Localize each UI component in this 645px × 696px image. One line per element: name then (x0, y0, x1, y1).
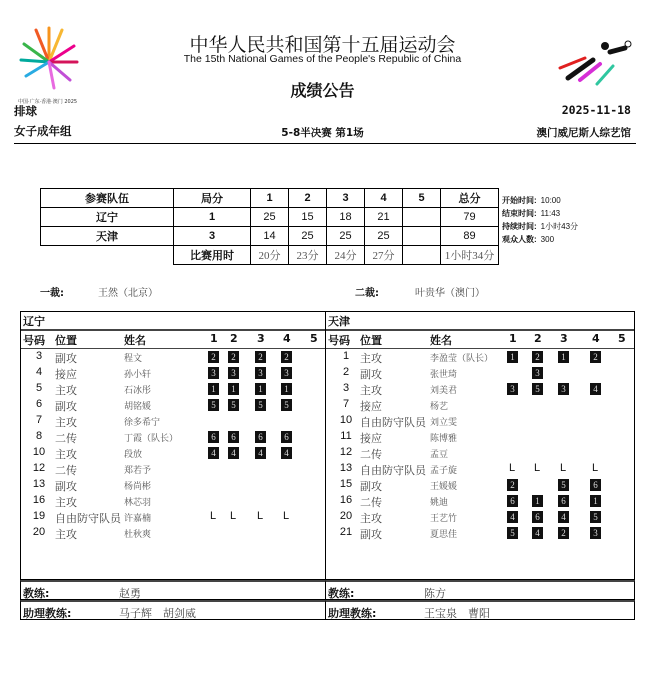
header-set-3: 3 (560, 332, 568, 345)
header-sets: 局分 (174, 189, 251, 208)
player-number: 7 (342, 398, 350, 410)
libero-mark: L (257, 510, 264, 522)
divider (21, 329, 325, 331)
rotation-position: 2 (281, 351, 292, 363)
rotation-position: 4 (590, 383, 601, 395)
rotation-position: 2 (507, 479, 518, 491)
set-score: 21 (365, 208, 403, 227)
rotation-position: 6 (590, 479, 601, 491)
rotation-position: 1 (507, 351, 518, 363)
divider (326, 329, 634, 331)
player-name: 王媛媛 (430, 481, 458, 491)
rotation-position: 2 (532, 351, 543, 363)
duration-label: 比赛用时 (174, 246, 251, 265)
coach-label: 教练: (23, 587, 50, 600)
player-name: 杨尚彬 (124, 481, 152, 491)
player-number: 4 (35, 366, 43, 378)
player-number: 20 (32, 526, 46, 538)
rotation-position: 6 (507, 495, 518, 507)
set-score: 18 (327, 208, 365, 227)
set-duration (403, 246, 441, 265)
assistant-names: 王宝泉 曹阳 (424, 608, 490, 620)
rotation-position: 2 (208, 351, 219, 363)
divider (21, 348, 325, 349)
coach-row-liaoning (20, 580, 326, 600)
player-number: 11 (340, 430, 352, 442)
header-name: 姓名 (124, 334, 146, 347)
logo-caption: 中国·广东·香港·澳门 2025 (18, 99, 78, 105)
duration-row (41, 246, 499, 265)
player-number: 13 (339, 462, 353, 474)
player-position: 二传 (360, 497, 382, 509)
player-name: 孙小轩 (124, 369, 152, 379)
rotation-position: 6 (558, 495, 569, 507)
rotation-position: 3 (507, 383, 518, 395)
team-name: 辽宁 (41, 208, 174, 227)
header-set-5: 5 (310, 332, 318, 345)
player-name: 许嘉楠 (124, 513, 152, 523)
libero-mark: L (534, 462, 541, 474)
player-name: 王艺竹 (430, 513, 458, 523)
libero-mark: L (283, 510, 290, 522)
player-name: 郑若予 (124, 465, 152, 475)
set-score: 25 (327, 227, 365, 246)
coach-label: 教练: (328, 587, 355, 600)
libero-mark: L (210, 510, 217, 522)
set-score: 14 (251, 227, 289, 246)
games-title: 中华人民共和国第十五届运动会 (189, 34, 456, 56)
header-set3: 3 (327, 189, 365, 208)
player-name: 石冰彤 (124, 385, 152, 395)
player-position: 副攻 (360, 529, 382, 541)
second-referee: 叶贵华（澳门） (415, 288, 485, 299)
rotation-position: 1 (281, 383, 292, 395)
player-number: 6 (35, 398, 43, 410)
rotation-position: 4 (255, 447, 266, 459)
group: 女子成年组 (14, 124, 72, 138)
rotation-position: 3 (532, 367, 543, 379)
header-set-3: 3 (257, 332, 265, 345)
player-number: 12 (339, 446, 353, 458)
player-name: 孟豆 (430, 449, 449, 459)
header-set2: 2 (289, 189, 327, 208)
player-name: 段放 (124, 449, 143, 459)
player-number: 8 (35, 430, 43, 442)
rotation-position: 3 (208, 367, 219, 379)
player-position: 主攻 (55, 529, 77, 541)
sport: 排球 (14, 104, 37, 118)
player-position: 自由防守队员 (55, 513, 121, 525)
header-set-5: 5 (618, 332, 626, 345)
player-name: 李盈莹（队长） (430, 353, 494, 363)
total-duration: 1小时34分 (441, 246, 499, 265)
set-score: 15 (289, 208, 327, 227)
header-set-2: 2 (230, 332, 238, 345)
set-score (403, 208, 441, 227)
assistant-label: 助理教练: (328, 607, 377, 620)
rotation-position: 3 (281, 367, 292, 379)
player-position: 接应 (55, 369, 77, 381)
player-name: 刘立雯 (430, 417, 458, 427)
header-position: 位置 (360, 334, 382, 347)
rotation-position: 6 (228, 431, 239, 443)
rotation-position: 4 (532, 527, 543, 539)
info-duration: 持续时间: 1小时43分 (502, 222, 579, 231)
rotation-position: 4 (281, 447, 292, 459)
set-score: 25 (365, 227, 403, 246)
score-header-row (41, 189, 499, 208)
coach-name: 陈方 (424, 588, 446, 600)
rotation-position: 3 (228, 367, 239, 379)
player-position: 二传 (55, 433, 77, 445)
player-number: 10 (32, 446, 46, 458)
rotation-position: 1 (255, 383, 266, 395)
player-name: 刘美君 (430, 385, 458, 395)
rotation-position: 5 (255, 399, 266, 411)
set-duration: 27分 (365, 246, 403, 265)
rotation-position: 5 (208, 399, 219, 411)
rotation-position: 1 (228, 383, 239, 395)
header-team: 参赛队伍 (41, 189, 174, 208)
games-subtitle: The 15th National Games of the People's Republic of China (183, 53, 462, 65)
set-duration: 23分 (289, 246, 327, 265)
total-points: 89 (441, 227, 499, 246)
info-spectators: 观众人数: 300 (502, 235, 555, 244)
header-set1: 1 (251, 189, 289, 208)
set-duration: 24分 (327, 246, 365, 265)
rotation-position: 1 (208, 383, 219, 395)
rotation-position: 5 (281, 399, 292, 411)
player-name: 丁霞（队长） (124, 433, 179, 443)
rotation-position: 4 (208, 447, 219, 459)
player-position: 主攻 (360, 385, 382, 397)
player-number: 3 (342, 382, 350, 394)
rotation-position: 1 (532, 495, 543, 507)
header-set5: 5 (403, 189, 441, 208)
rotation-position: 1 (590, 495, 601, 507)
player-number: 16 (339, 494, 353, 506)
divider (326, 348, 634, 349)
rotation-position: 3 (255, 367, 266, 379)
document-title: 成绩公告 (290, 81, 355, 100)
coach-name: 赵勇 (119, 588, 141, 600)
player-position: 二传 (360, 449, 382, 461)
rotation-position: 4 (558, 511, 569, 523)
score-row-team-2 (41, 227, 499, 246)
first-referee: 王然（北京） (98, 288, 158, 299)
info-end: 结束时间: 11:43 (502, 209, 561, 218)
player-name: 胡铭媛 (124, 401, 152, 411)
rotation-position: 3 (590, 527, 601, 539)
player-number: 12 (32, 462, 46, 474)
player-position: 副攻 (360, 369, 382, 381)
rotation-position: 5 (590, 511, 601, 523)
rotation-position: 2 (228, 351, 239, 363)
header-number: 号码 (23, 334, 45, 347)
rotation-position: 6 (532, 511, 543, 523)
first-referee-label: 一裁: (40, 288, 64, 299)
team-name: 天津 (328, 315, 350, 328)
header-divider (14, 143, 636, 144)
player-number: 5 (35, 382, 43, 394)
roster-liaoning (20, 311, 326, 580)
sets-won: 3 (174, 227, 251, 246)
rotation-position: 5 (558, 479, 569, 491)
player-position: 副攻 (55, 401, 77, 413)
rotation-position: 5 (532, 383, 543, 395)
player-position: 副攻 (55, 353, 77, 365)
roster-tianjin (325, 311, 635, 580)
libero-mark: L (592, 462, 599, 474)
info-start: 开始时间: 10:00 (502, 196, 561, 205)
header-set-1: 1 (210, 332, 218, 345)
rotation-position: 6 (281, 431, 292, 443)
player-position: 接应 (360, 433, 382, 445)
player-number: 2 (342, 366, 350, 378)
set-duration: 20分 (251, 246, 289, 265)
player-name: 杨艺 (430, 401, 449, 411)
player-position: 接应 (360, 401, 382, 413)
player-number: 19 (32, 510, 46, 522)
player-position: 主攻 (55, 497, 77, 509)
rotation-position: 5 (507, 527, 518, 539)
score-row-team-1 (41, 208, 499, 227)
player-name: 夏思佳 (430, 529, 458, 539)
team-name: 辽宁 (23, 315, 45, 328)
rotation-position: 3 (558, 383, 569, 395)
rotation-position: 5 (228, 399, 239, 411)
set-score: 25 (289, 227, 327, 246)
player-number: 15 (339, 478, 353, 490)
rotation-position: 6 (255, 431, 266, 443)
second-referee-label: 二裁: (355, 288, 379, 299)
header-set4: 4 (365, 189, 403, 208)
venue: 澳门威尼斯人综艺馆 (536, 127, 631, 139)
set-score (403, 227, 441, 246)
rotation-position: 6 (208, 431, 219, 443)
player-number: 20 (339, 510, 353, 522)
player-name: 林芯羽 (124, 497, 152, 507)
header-set-1: 1 (509, 332, 517, 345)
assistant-row-liaoning (20, 600, 326, 620)
set-score: 25 (251, 208, 289, 227)
rotation-position: 2 (590, 351, 601, 363)
assistant-row-tianjin (325, 600, 635, 620)
match-date: 2025-11-18 (561, 103, 631, 117)
player-name: 姚迪 (430, 497, 449, 507)
player-number: 13 (32, 478, 46, 490)
player-position: 自由防守队员 (360, 465, 426, 477)
player-number: 10 (339, 414, 353, 426)
sets-won: 1 (174, 208, 251, 227)
player-position: 主攻 (360, 513, 382, 525)
header-name: 姓名 (430, 334, 452, 347)
rotation-position: 2 (558, 527, 569, 539)
player-position: 主攻 (55, 417, 77, 429)
header-set-4: 4 (283, 332, 291, 345)
round: 5-8半决赛 第1场 (281, 127, 364, 139)
assistant-names: 马子辉 胡剑威 (119, 608, 196, 620)
player-name: 杜秋爽 (124, 529, 152, 539)
libero-mark: L (509, 462, 516, 474)
rotation-position: 2 (255, 351, 266, 363)
player-number: 7 (35, 414, 43, 426)
libero-mark: L (230, 510, 237, 522)
player-position: 自由防守队员 (360, 417, 426, 429)
player-number: 1 (342, 350, 350, 362)
player-name: 徐多希宁 (124, 417, 161, 427)
rotation-position: 4 (228, 447, 239, 459)
player-name: 孟子旋 (430, 465, 458, 475)
player-position: 主攻 (55, 385, 77, 397)
total-points: 79 (441, 208, 499, 227)
player-number: 16 (32, 494, 46, 506)
player-position: 主攻 (55, 449, 77, 461)
player-number: 21 (339, 526, 353, 538)
player-name: 张世琦 (430, 369, 458, 379)
header-set-2: 2 (534, 332, 542, 345)
header-set-4: 4 (592, 332, 600, 345)
player-position: 主攻 (360, 353, 382, 365)
header-number: 号码 (328, 334, 350, 347)
coach-row-tianjin (325, 580, 635, 600)
header-position: 位置 (55, 334, 77, 347)
player-position: 二传 (55, 465, 77, 477)
player-position: 副攻 (360, 481, 382, 493)
rotation-position: 4 (507, 511, 518, 523)
player-name: 程文 (124, 353, 143, 363)
score-table (40, 188, 499, 265)
player-number: 3 (35, 350, 43, 362)
assistant-label: 助理教练: (23, 607, 72, 620)
libero-mark: L (560, 462, 567, 474)
header-total: 总分 (441, 189, 499, 208)
player-position: 副攻 (55, 481, 77, 493)
rotation-position: 1 (558, 351, 569, 363)
player-name: 陈博雅 (430, 433, 458, 443)
team-name: 天津 (41, 227, 174, 246)
